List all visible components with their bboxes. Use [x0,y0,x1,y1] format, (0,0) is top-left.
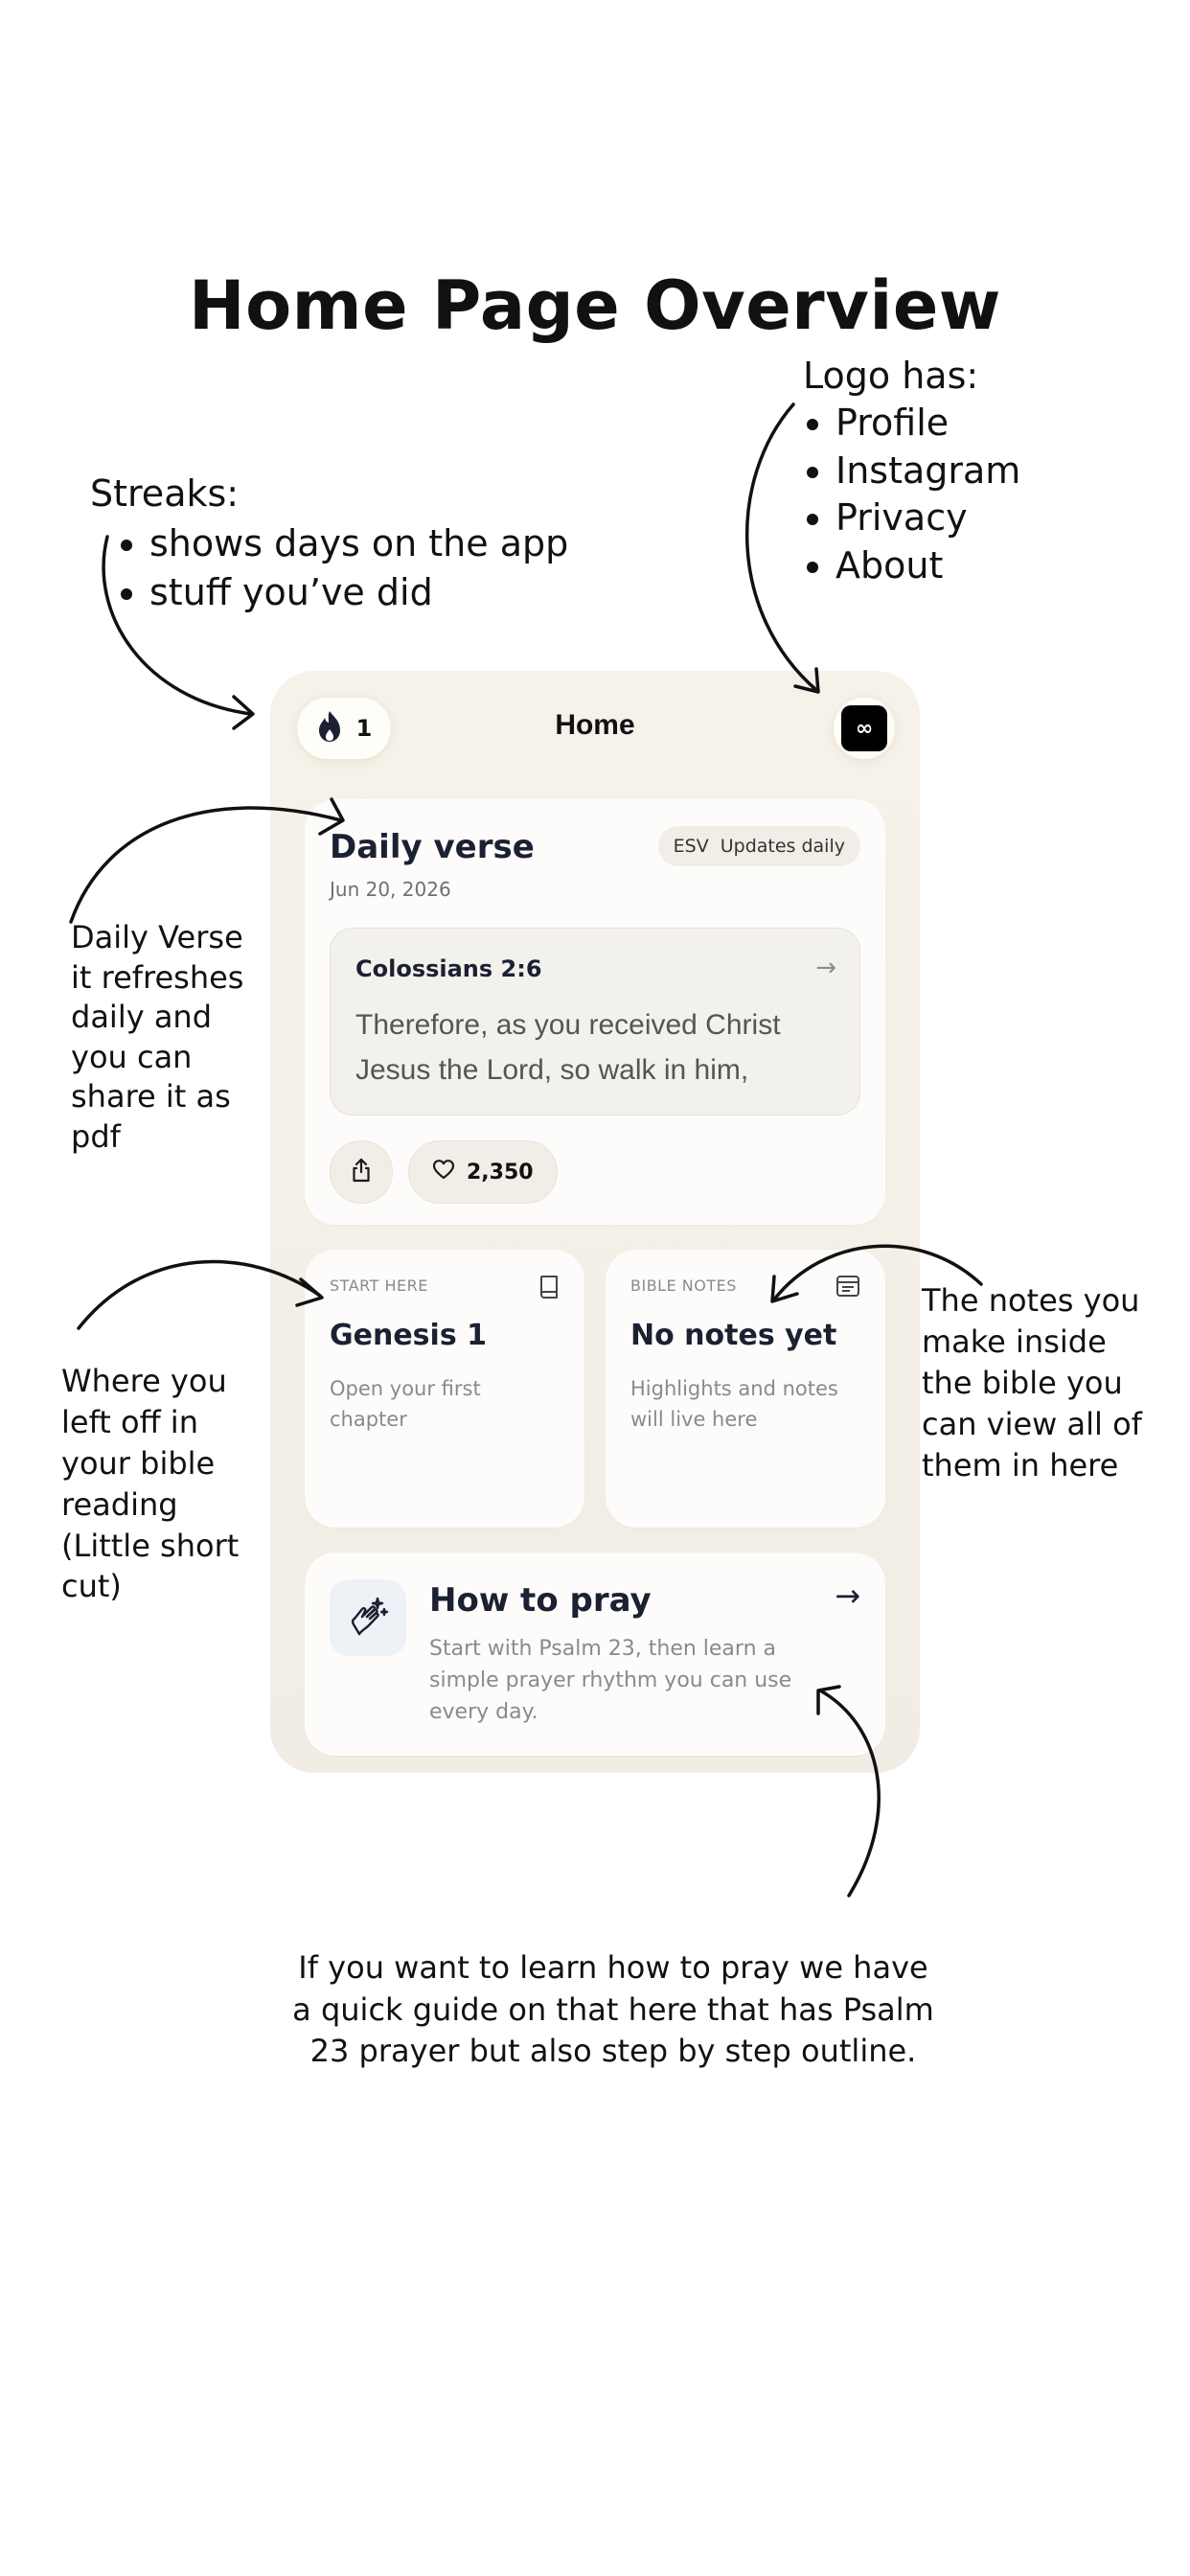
infinity-logo-icon: ∞ [841,705,887,751]
arrow-right-icon: → [835,1577,860,1614]
streaks-arrowhead [234,697,253,728]
bible-notes-subtitle: Highlights and notes will live here [630,1377,838,1431]
logo-annotation-item: • Instagram [835,448,1020,494]
streaks-annotation-item: • shows days on the app [149,519,568,569]
screen-title: Home [555,709,635,741]
arrow-right-icon: → [815,954,836,982]
translation-label: ESV [673,836,709,857]
logo-annotation [803,353,1020,589]
streaks-annotation-heading: Streaks: [90,472,240,515]
streaks-annotation [90,470,568,618]
praying-hands-icon [330,1579,406,1656]
daily-verse-annotation: Daily Verse it refreshes daily and you can share it as pdf [71,919,244,1155]
like-count: 2,350 [467,1160,534,1184]
logo-annotation-item: • Privacy [835,494,1020,541]
like-button[interactable] [408,1140,558,1204]
logo-annotation-item: • Profile [835,400,1020,447]
logo-menu-button[interactable] [834,698,895,759]
start-here-eyebrow: START HERE [330,1276,428,1295]
notes-annotation: The notes you make inside the bible you can view all of them in here [922,1282,1142,1484]
app-header [270,698,920,759]
how-to-pray-description: Start with Psalm 23, then learn a simple prayer rhythm you can use every day. [429,1637,792,1724]
updates-label: Updates daily [720,836,845,857]
streaks-annotation-list [90,519,568,618]
logo-annotation-heading: Logo has: [803,355,979,397]
start-here-title: Genesis 1 [330,1319,487,1352]
bible-notes-card[interactable] [606,1250,885,1528]
home-screen [270,671,920,1773]
bible-notes-eyebrow: BIBLE NOTES [630,1276,737,1295]
logo-annotation-list [803,400,1020,589]
streak-count: 1 [355,715,373,742]
share-icon [350,1158,373,1186]
page-title: Home Page Overview [189,266,1001,345]
daily-verse-title: Daily verse [330,828,535,866]
how-to-pray-card[interactable] [305,1552,885,1756]
how-to-pray-title: How to pray [429,1581,652,1620]
verse-reference: Colossians 2:6 [355,955,542,982]
verse-text: Therefore, as you received Christ Jesus the Lord, so walk in him, [355,1009,781,1086]
logo-annotation-item: • About [835,542,1020,589]
reading-annotation: Where you left off in your bible reading (Little short cut) [61,1363,240,1605]
start-here-card[interactable] [305,1250,584,1528]
streaks-annotation-item: • stuff you’ve did [149,568,568,618]
start-here-subtitle: Open your first chapter [330,1377,481,1431]
pray-annotation: If you want to learn how to pray we have a quick guide on that here that has Psalm 23 prayer but also step by step outline. [292,1949,934,2070]
share-button[interactable] [330,1140,393,1204]
daily-verse-date: Jun 20, 2026 [330,878,451,901]
verse-passage[interactable] [330,928,860,1116]
book-icon [538,1275,560,1303]
translation-badge [658,826,860,866]
notes-icon [835,1275,860,1301]
daily-verse-card [305,799,885,1225]
bible-notes-title: No notes yet [630,1319,837,1352]
heart-icon [432,1159,455,1185]
